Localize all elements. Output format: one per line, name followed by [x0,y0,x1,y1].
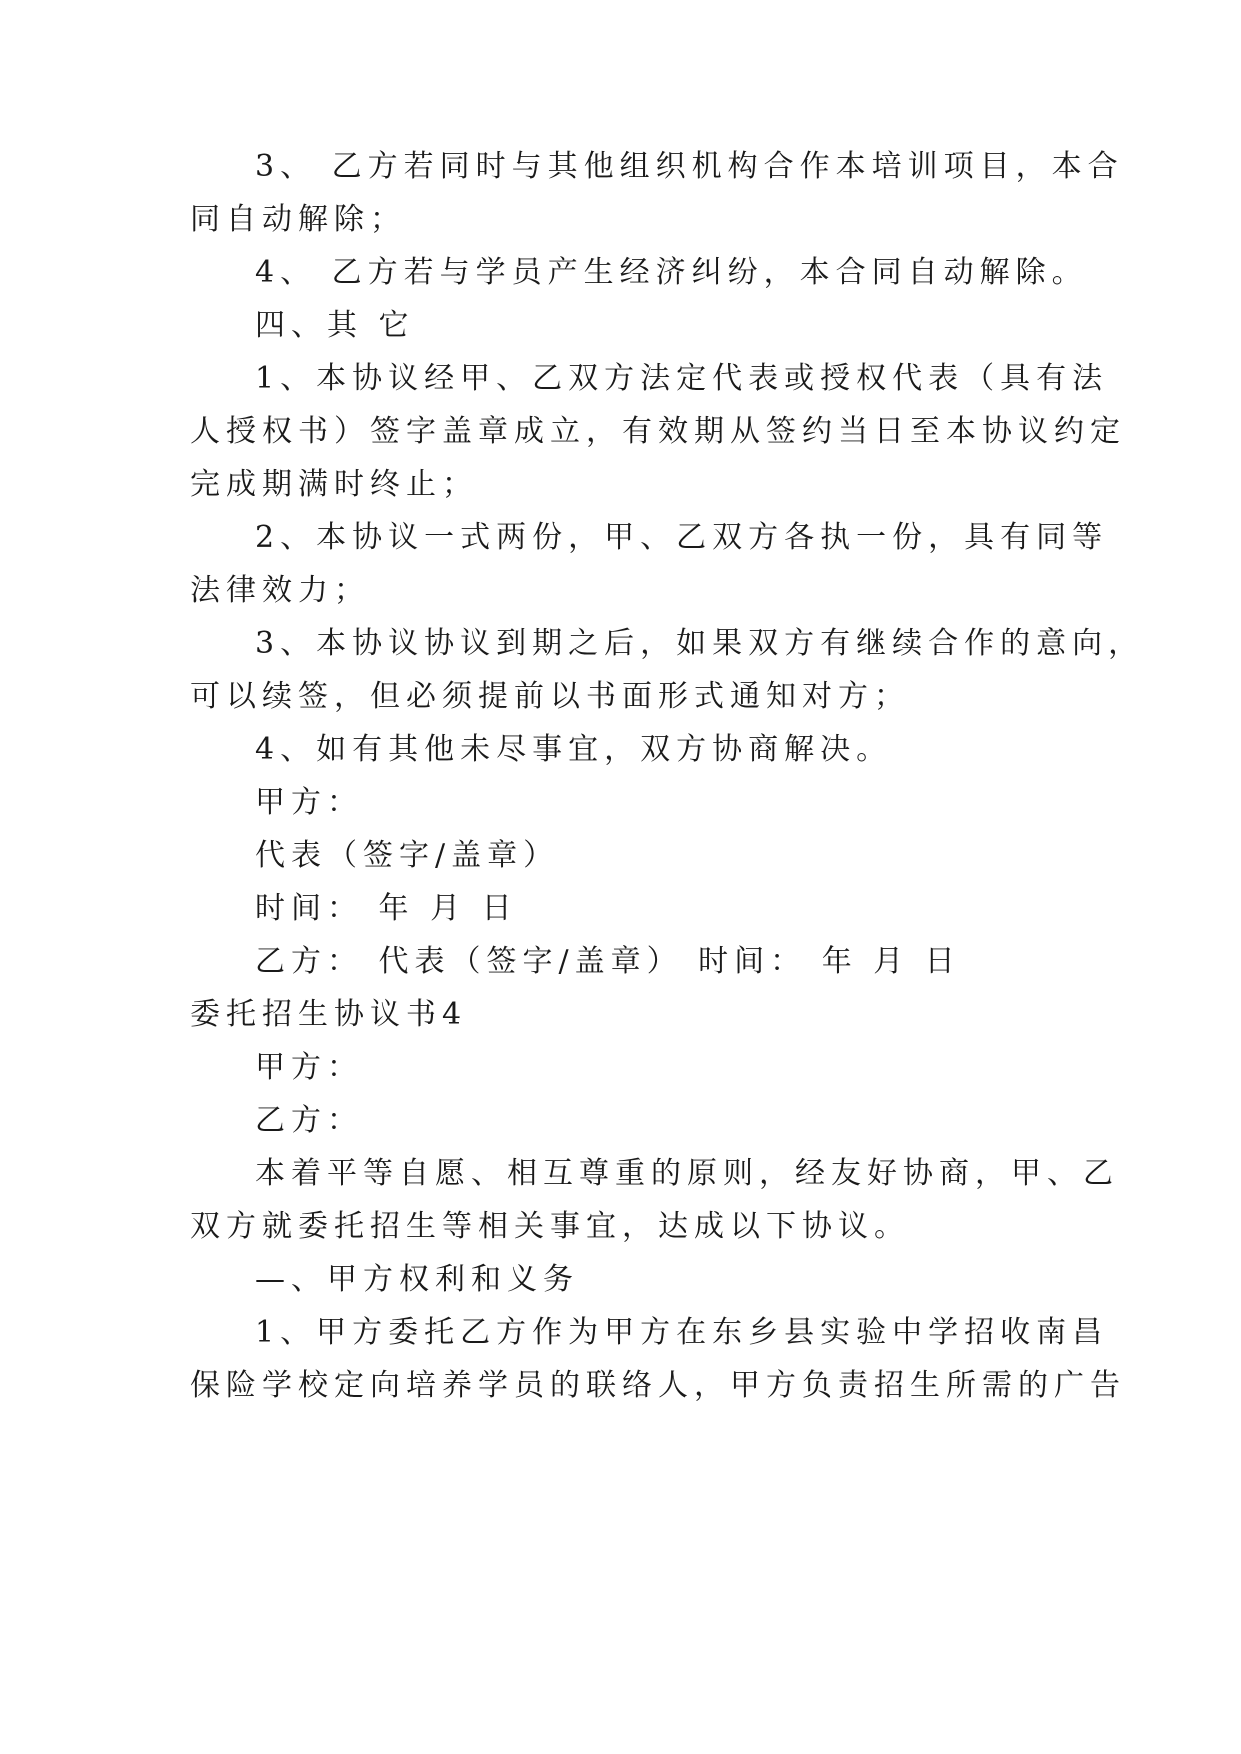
party-b-signature-line: 乙方： 代表（签字/盖章） 时间： 年 月 日 [255,944,961,979]
agreement-4-party-a: 甲方： [255,1050,363,1085]
other-clause-3-line-2: 可以续签，但必须提前以书面形式通知对方； [190,679,910,714]
other-clause-2-line-2: 法律效力； [190,573,370,608]
party-a-label: 甲方： [255,785,363,820]
agreement-4-title: 委托招生协议书4 [190,997,468,1032]
section-1-heading: —、甲方权利和义务 [255,1262,579,1297]
other-clause-3-line-1: 3、本协议协议到期之后，如果双方有继续合作的意向， [255,626,1145,661]
other-clause-1-line-1: 1、本协议经甲、乙双方法定代表或授权代表（具有法 [255,361,1109,396]
agreement-4-party-b: 乙方： [255,1103,363,1138]
clause-3-line-2: 同自动解除； [190,202,406,237]
party-a-clause-1-line-2: 保险学校定向培养学员的联络人，甲方负责招生所需的广告 [190,1368,1126,1403]
clause-4: 4、 乙方若与学员产生经济纠纷，本合同自动解除。 [255,255,1088,290]
other-clause-1-line-3: 完成期满时终止； [190,467,478,502]
party-a-clause-1-line-1: 1、甲方委托乙方作为甲方在东乡县实验中学招收南昌 [255,1315,1109,1350]
other-clause-1-line-2: 人授权书）签字盖章成立，有效期从签约当日至本协议约定 [190,414,1126,449]
clause-3-line-1: 3、 乙方若同时与其他组织机构合作本培训项目，本合 [255,149,1124,184]
other-clause-2-line-1: 2、本协议一式两份，甲、乙双方各执一份，具有同等 [255,520,1109,555]
party-a-signature: 代表（签字/盖章） [255,838,560,873]
preamble-line-2: 双方就委托招生等相关事宜，达成以下协议。 [190,1209,910,1244]
section-4-heading: 四、其 它 [255,308,415,343]
preamble-line-1: 本着平等自愿、相互尊重的原则，经友好协商，甲、乙 [255,1156,1119,1191]
party-a-date: 时间： 年 月 日 [255,891,518,926]
other-clause-4: 4、如有其他未尽事宜，双方协商解决。 [255,732,893,767]
